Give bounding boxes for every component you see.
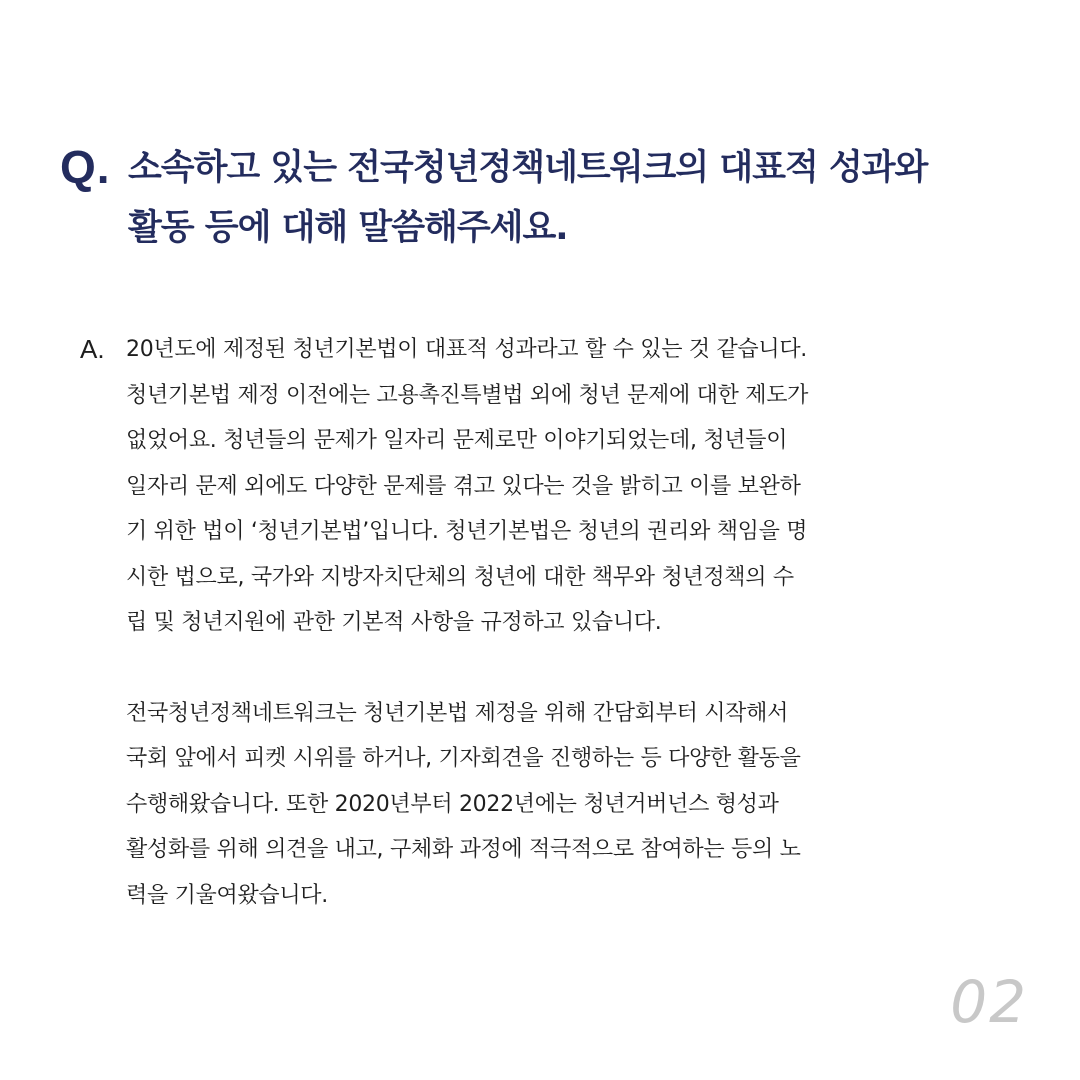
- page-number: 02: [950, 968, 1028, 1036]
- question-mark: Q.: [60, 141, 111, 193]
- answer-paragraph-1: 20년도에 제정된 청년기본법이 대표적 성과라고 할 수 있는 것 같습니다. 청년기본법 제정 이전에는 고용촉진특별법 외에 청년 문제에 대한 제도가 없었어요. 청년들의 문제가 일자리 문제로만 이야기되었는데, 청년들이 일자리 문제 외에도 다양한 문제를 겪고 있다는 것을 밝히고 이를 보완하 기 위한 법이 ‘청년기본법’입니다. 청년기본법은 청년의 권리와 책임을 명 시한 법으로, 국가와 지방자치단체의 청년에 대한 책무와 청년정책의 수 립 및 청년지원에 관한 기본적 사항을 규정하고 있습니다.: [126, 337, 809, 635]
- question-text: 소속하고 있는 전국청년정책네트워크의 대표적 성과와 활동 등에 대해 말씀해주세요.: [128, 148, 928, 248]
- answer-text: [126, 327, 956, 918]
- answer-mark: A.: [80, 334, 105, 364]
- answer-paragraph-2: 전국청년정책네트워크는 청년기본법 제정을 위해 간담회부터 시작해서 국회 앞에서 피켓 시위를 하거나, 기자회견을 진행하는 등 다양한 활동을 수행해왔습니다. 또한 2020년부터 2022년에는 청년거버넌스 형성과 활성화를 위해 의견을 내고, 구체화 과정에 적극적으로 참여하는 등의 노 력을 기울여왔습니다.: [126, 700, 801, 908]
